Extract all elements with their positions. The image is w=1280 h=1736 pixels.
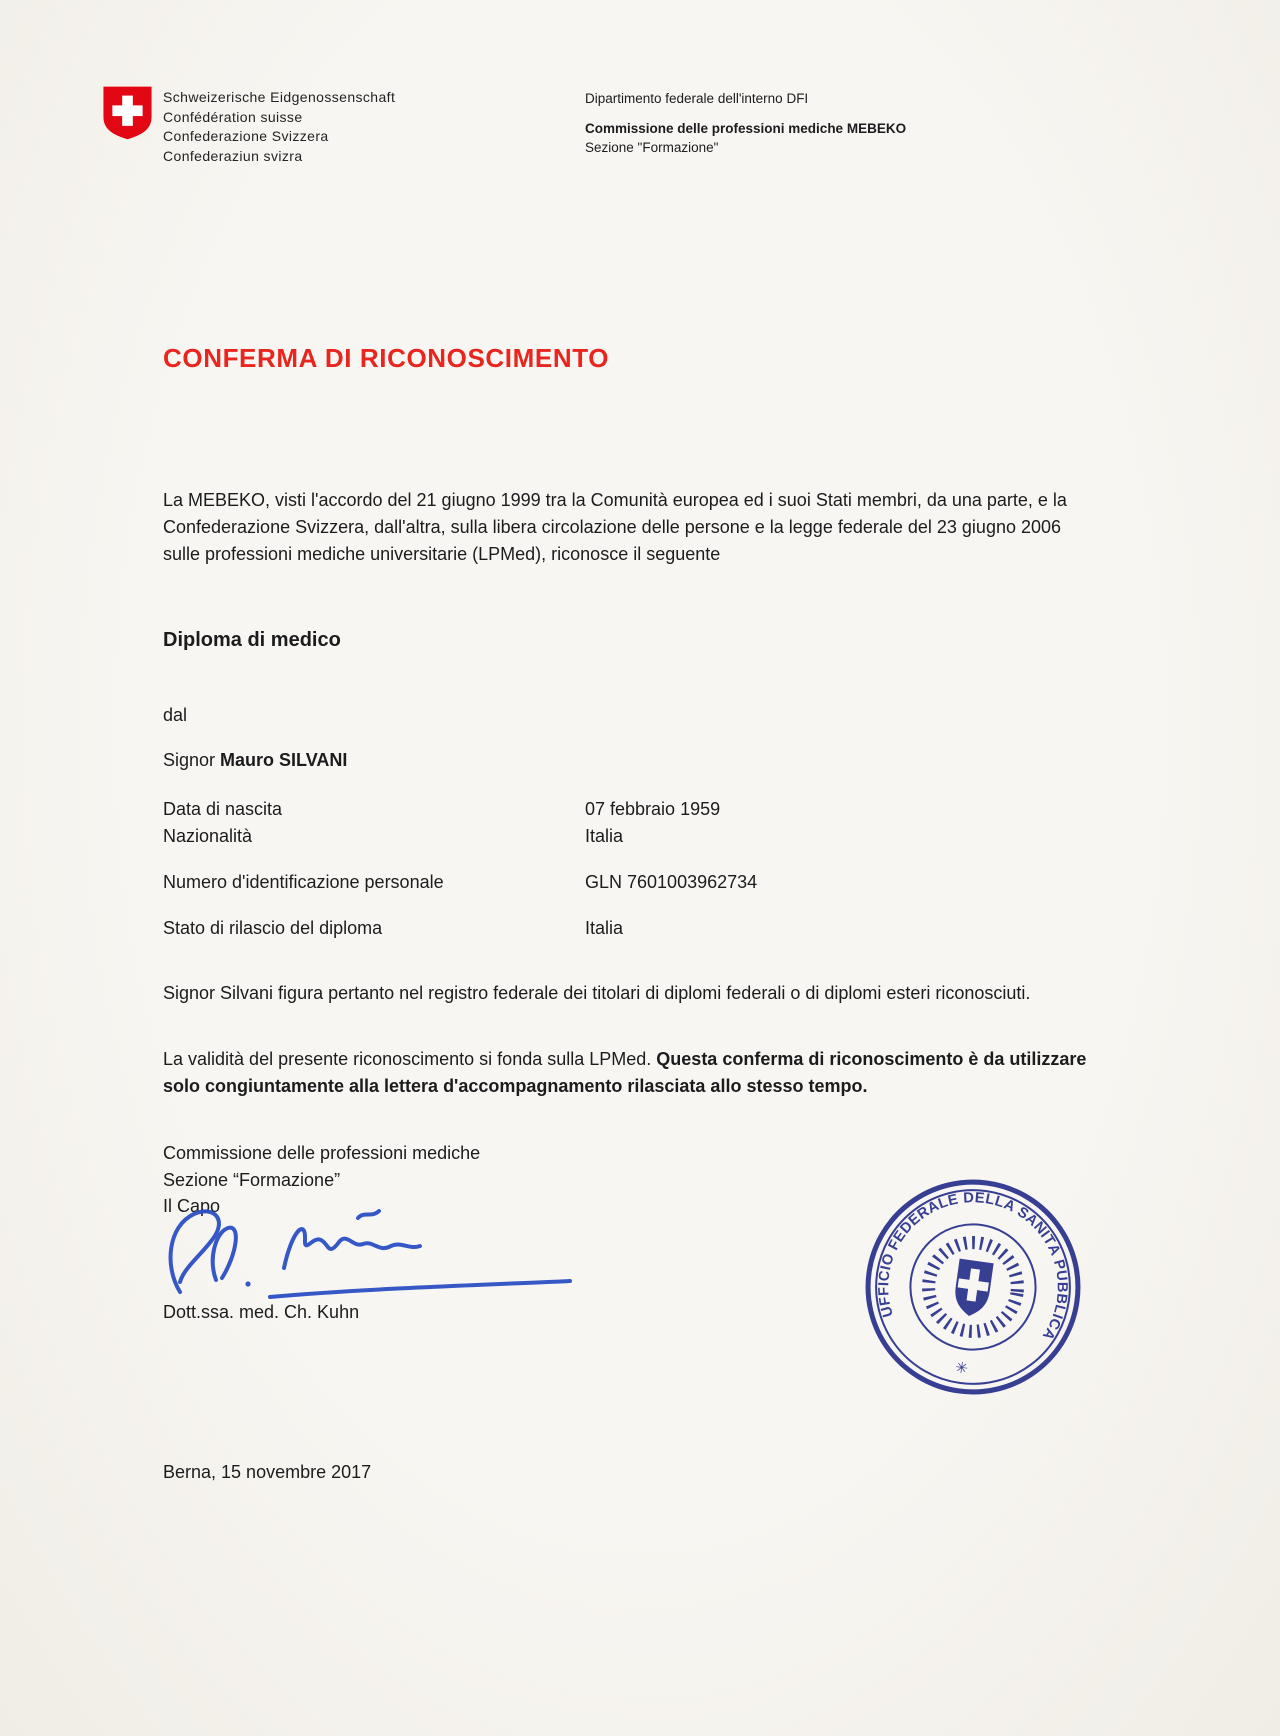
signing-line-2: Sezione “Formazione” xyxy=(163,1169,341,1190)
confederation-line-de: Schweizerische Eidgenossenschaft xyxy=(163,89,396,105)
signing-line-3: Il Capo xyxy=(163,1196,221,1216)
field-value: GLN 7601003962734 xyxy=(585,872,758,892)
field-label: Data di nascita xyxy=(163,799,283,819)
field-label: Numero d'identificazione personale xyxy=(163,872,444,892)
svg-text:UFFICIO FEDERALE DELLA SANITÀ xyxy=(871,1178,1082,1345)
diploma-heading: Diploma di medico xyxy=(163,629,341,651)
field-row-issuing-state xyxy=(163,918,1023,939)
preposition-dal: dal xyxy=(163,705,188,725)
field-row-id-number xyxy=(163,872,1023,893)
field-value: 07 febbraio 1959 xyxy=(585,799,721,819)
intro-paragraph: La MEBEKO, visti l'accordo del 21 giugno 1999 tra la Comunità europea ed i suoi Stati membri, da una parte, e la Confederazione Svizzera, dall'altra, sulla libera circolazione delle persone e la legge federale del 23 giugno 2006 sulle professioni mediche universitarie (LPMed), riconosce il seguente xyxy=(163,490,1067,564)
field-value: Italia xyxy=(585,826,624,846)
field-row-nationality xyxy=(163,826,1023,847)
place-date: Berna, 15 novembre 2017 xyxy=(163,1462,372,1482)
signing-line-1: Commissione delle professioni mediche xyxy=(163,1143,481,1163)
field-row-birthdate xyxy=(163,799,1023,820)
validity-paragraph xyxy=(163,1046,1103,1100)
validity-regular: La validità del presente riconoscimento si fonda sulla LPMed. xyxy=(163,1049,652,1069)
document-title: CONFERMA DI RICONOSCIMENTO xyxy=(163,343,610,373)
holder-line xyxy=(163,750,347,771)
holder-name: Mauro SILVANI xyxy=(220,750,348,770)
signer-name: Dott.ssa. med. Ch. Kuhn xyxy=(163,1302,360,1322)
section-line: Sezione "Formazione" xyxy=(585,140,719,155)
confederation-line-it: Confederazione Svizzera xyxy=(163,128,329,144)
validity-bold: Questa conferma di riconoscimento è da utilizzare solo congiuntamente alla lettera d'accompagnamento rilasciata allo stesso tempo. xyxy=(163,1049,1087,1096)
official-stamp-icon xyxy=(848,1162,1099,1413)
commission-line: Commissione delle professioni mediche MEBEKO xyxy=(585,121,907,136)
field-label: Stato di rilascio del diploma xyxy=(163,918,383,938)
confederation-line-fr: Confédération suisse xyxy=(163,108,303,125)
field-value: Italia xyxy=(585,918,624,938)
department-line: Dipartimento federale dell'interno DFI xyxy=(585,91,809,106)
swiss-cross-icon xyxy=(99,84,156,141)
stamp-ring-text: UFFICIO FEDERALE DELLA SANITÀ PUBBLICA xyxy=(876,1190,1070,1343)
holder-prefix: Signor xyxy=(163,750,216,770)
registry-paragraph: Signor Silvani figura pertanto nel registro federale dei titolari di diplomi federali o di diplomi esteri riconosciuti. xyxy=(163,983,1031,1003)
confederation-names xyxy=(163,88,395,166)
field-label: Nazionalità xyxy=(163,826,253,846)
stamp-bottom-mark: ✳ xyxy=(954,1359,970,1378)
confederation-line-rm: Confederaziun svizra xyxy=(163,147,303,164)
